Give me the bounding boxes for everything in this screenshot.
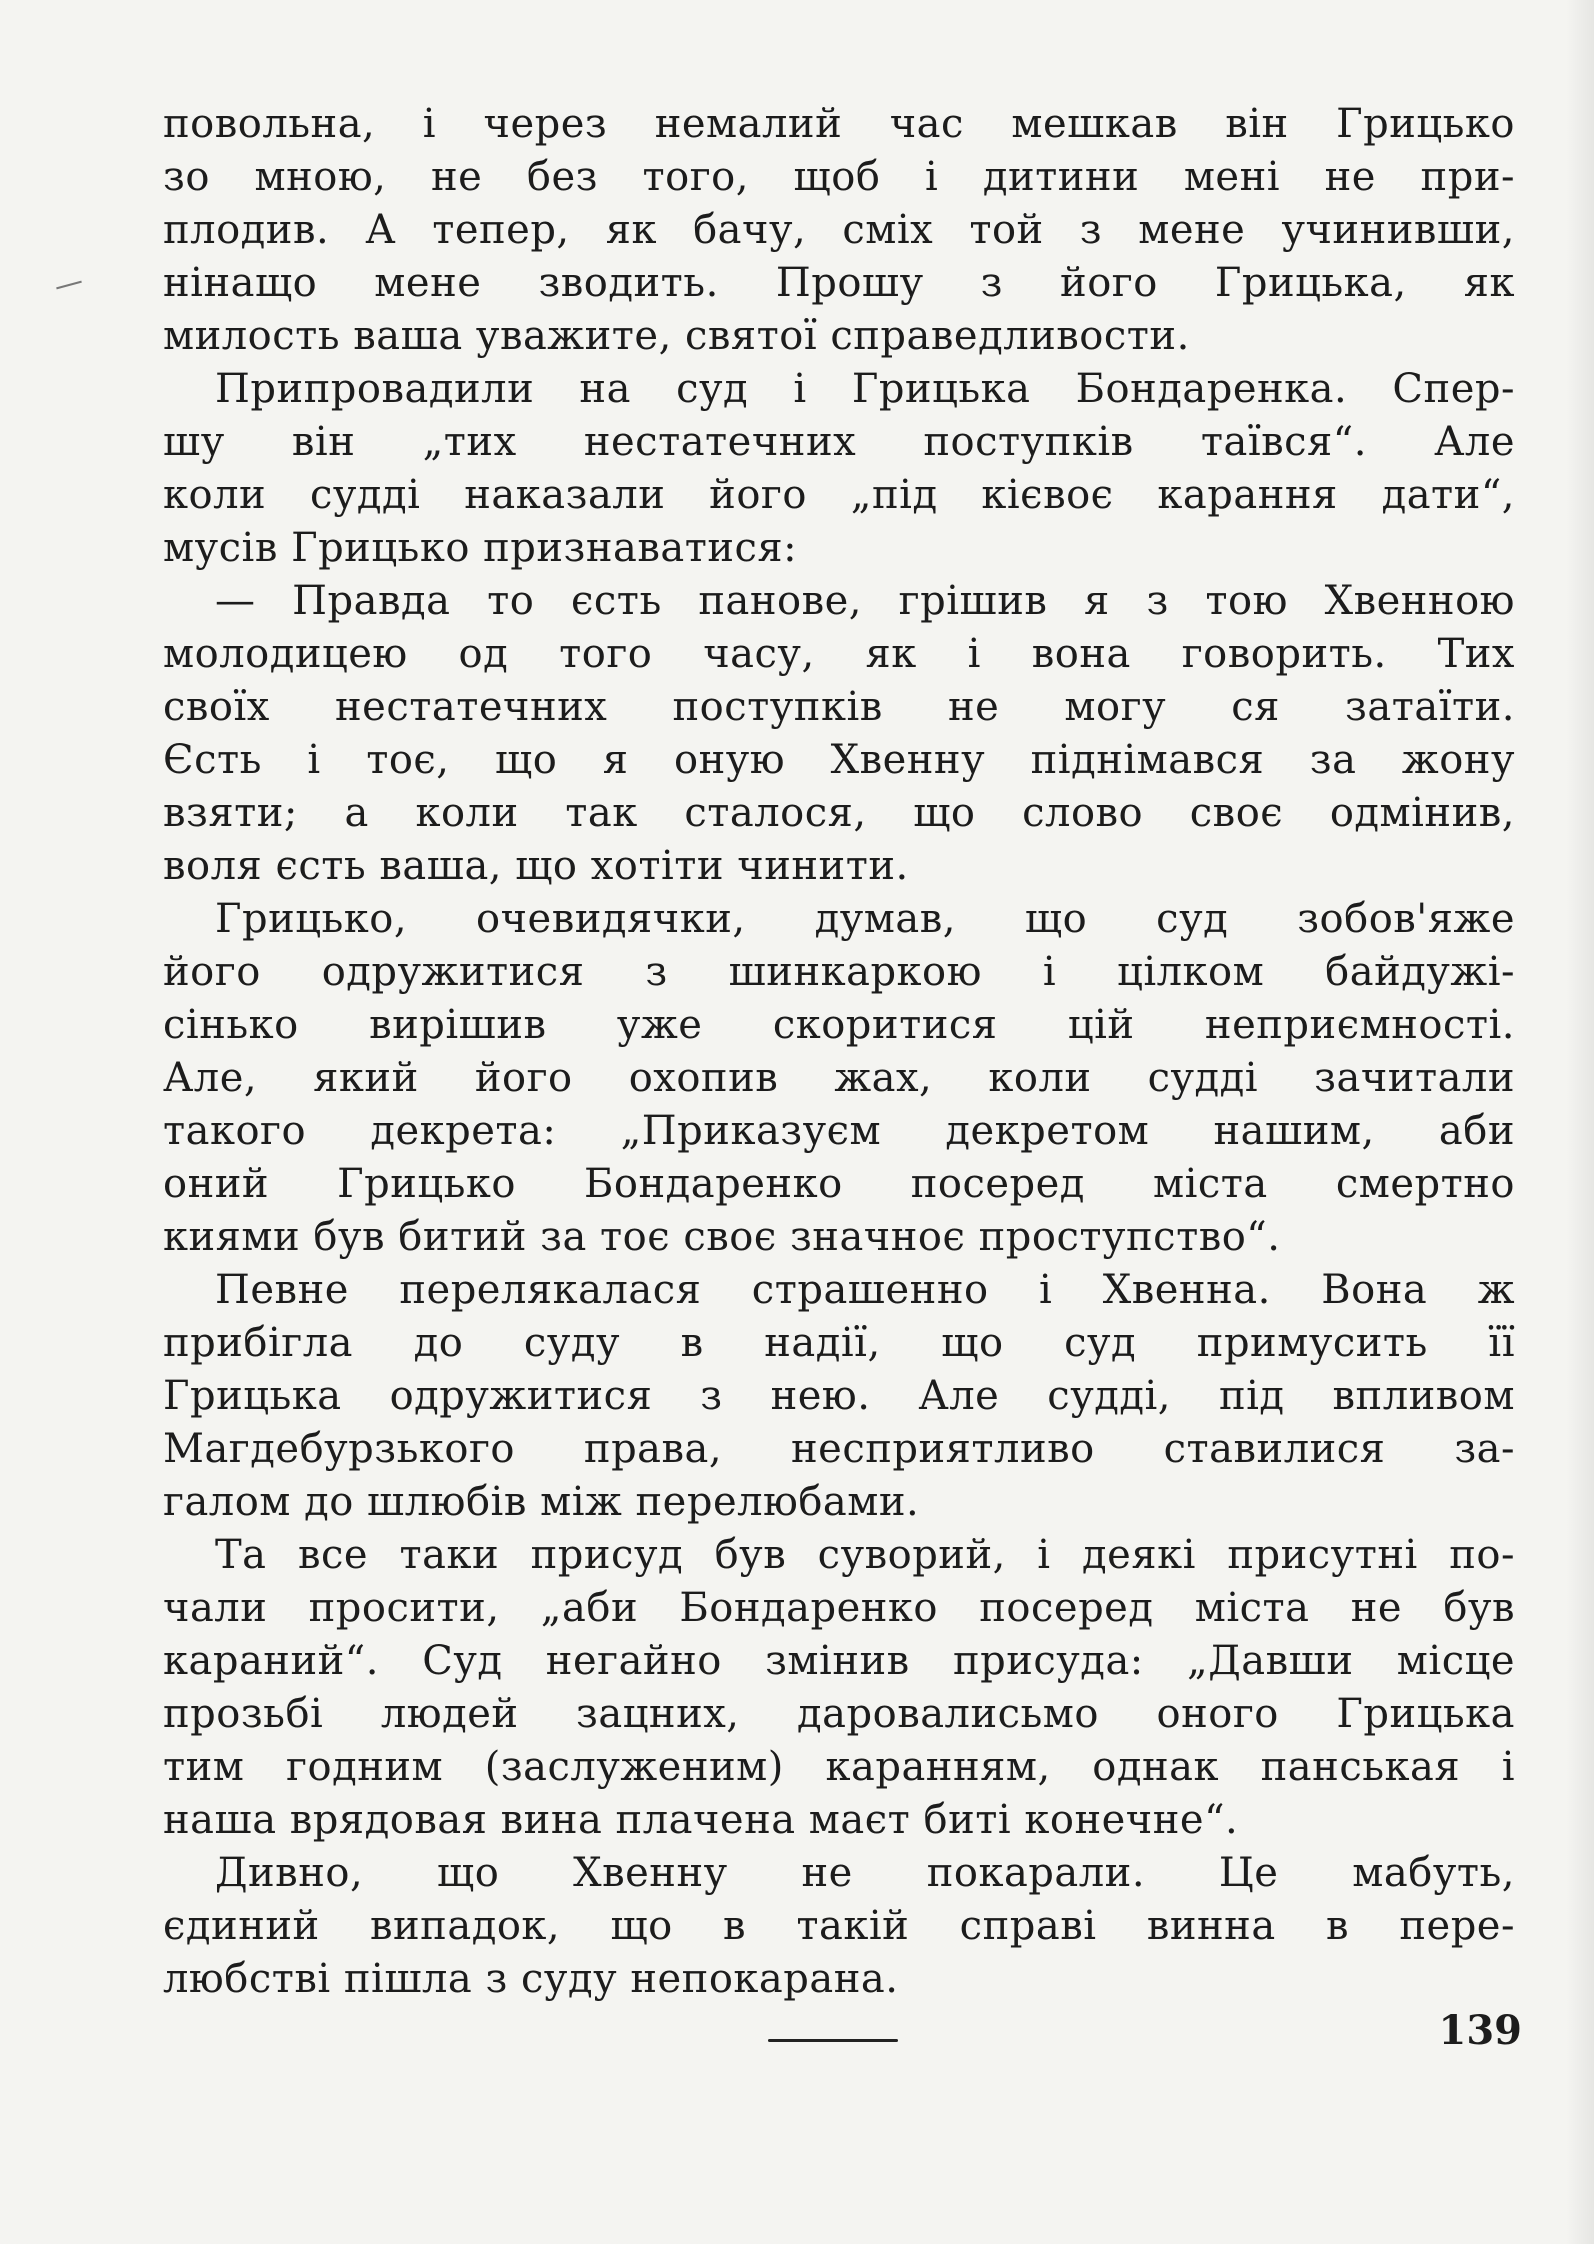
- text-line: нінащо мене зводить. Прошу з його Грицька, як: [163, 260, 1515, 306]
- text-line: коли судді наказали його „під кієвоє карання дати“,: [163, 472, 1515, 518]
- text-line: шу він „тих нестатечних поступків таївся“. Але: [163, 419, 1515, 465]
- text-line: наша врядовая вина плачена маєт биті конечне“.: [163, 1797, 1239, 1843]
- text-line: взяти; а коли так сталося, що слово своє одмінив,: [163, 790, 1515, 836]
- text-line: Грицька одружитися з нею. Але судді, під впливом: [163, 1373, 1515, 1419]
- text-line: киями був битий за тоє своє значноє проступство“.: [163, 1214, 1281, 1260]
- text-line: своїх нестатечних поступків не могу ся затаїти.: [163, 684, 1515, 730]
- paragraph-start-line: Дивно, що Хвенну не покарали. Це мабуть,: [215, 1850, 1515, 1896]
- text-line: Єсть і тоє, що я оную Хвенну піднімався за жону: [163, 737, 1515, 783]
- margin-mark: [56, 281, 82, 290]
- text-line: любстві пішла з суду непокарана.: [163, 1956, 899, 2002]
- text-line: прозьбі людей зацних, даровалисьмо оного Грицька: [163, 1691, 1515, 1737]
- body-text: [163, 98, 1515, 2006]
- text-line: повольна, і через немалий час мешкав він Грицько: [163, 101, 1515, 147]
- text-line: зо мною, не без того, щоб і дитини мені не при-: [163, 154, 1515, 200]
- paragraph-start-line: Грицько, очевидячки, думав, що суд зобов'яже: [215, 896, 1515, 942]
- paragraph-start-line: Та все таки присуд був суворий, і деякі присутні по-: [215, 1532, 1515, 1578]
- text-line: галом до шлюбів між перелюбами.: [163, 1479, 920, 1525]
- text-line: тим годним (заслуженим) каранням, однак панськая і: [163, 1744, 1515, 1790]
- text-line: воля єсть ваша, що хотіти чинити.: [163, 843, 909, 889]
- paragraph-start-line: Певне перелякалася страшенно і Хвенна. Вона ж: [215, 1267, 1515, 1313]
- text-line: сінько вирішив уже скоритися цій неприємності.: [163, 1002, 1515, 1048]
- text-line: єдиний випадок, що в такій справі винна в пере-: [163, 1903, 1515, 1949]
- page-number: 139: [1438, 2007, 1522, 2054]
- text-line: караний“. Суд негайно змінив присуда: „Давши місце: [163, 1638, 1515, 1684]
- paragraph-start-line: Припровадили на суд і Грицька Бондаренка. Спер-: [215, 366, 1515, 412]
- text-line: милость ваша уважите, святої справедливости.: [163, 313, 1190, 359]
- text-line: молодицею од того часу, як і вона говорить. Тих: [163, 631, 1515, 677]
- text-line: плодив. А тепер, як бачу, сміх той з мене учинивши,: [163, 207, 1515, 253]
- text-line: чали просити, „аби Бондаренко посеред міста не був: [163, 1585, 1515, 1631]
- end-divider: [768, 2039, 898, 2042]
- text-line: його одружитися з шинкаркою і цілком байдужі-: [163, 949, 1515, 995]
- text-line: Магдебурзького права, несприятливо ставилися за-: [163, 1426, 1515, 1472]
- text-line: прибігла до суду в надії, що суд примусить її: [163, 1320, 1515, 1366]
- text-line: оний Грицько Бондаренко посеред міста смертно: [163, 1161, 1515, 1207]
- paragraph-start-line: — Правда то єсть панове, грішив я з тою Хвенною: [215, 578, 1515, 624]
- text-line: Але, який його охопив жах, коли судді зачитали: [163, 1055, 1515, 1101]
- page-edge-shadow: [1566, 0, 1594, 2244]
- text-line: такого декрета: „Приказуєм декретом нашим, аби: [163, 1108, 1515, 1154]
- text-line: мусів Грицько признаватися:: [163, 525, 798, 571]
